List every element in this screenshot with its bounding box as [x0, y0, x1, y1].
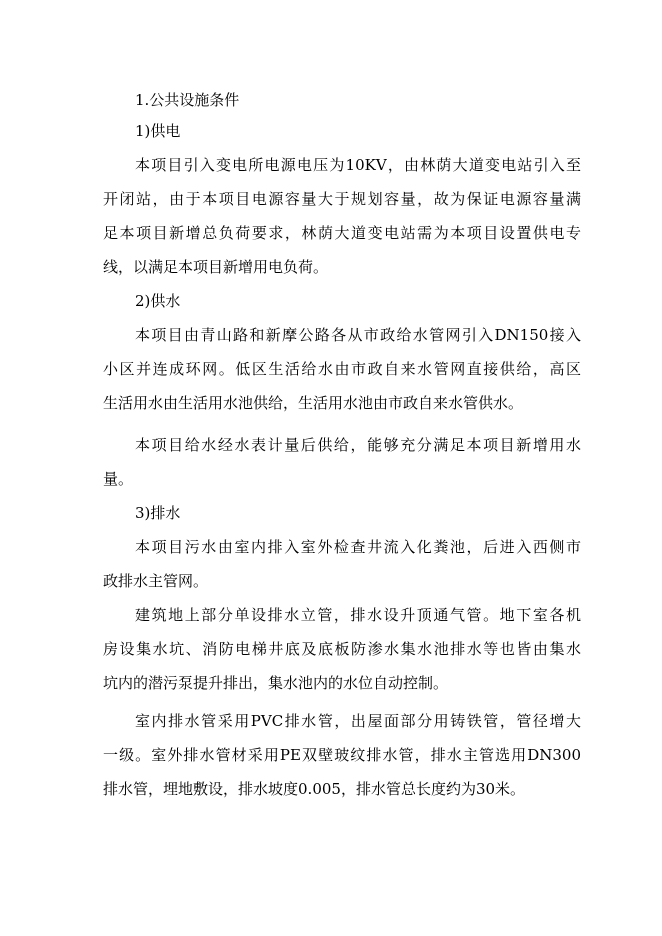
water-supply-heading-line [0, 286, 662, 316]
paragraph-line [0, 600, 662, 630]
paragraph-line [0, 774, 662, 804]
water-supply-heading: 2)供水 [135, 292, 181, 310]
drainage-p3-line-3: 排水管，埋地敷设，排水坡度0.005，排水管总长度约为30米。 [103, 780, 526, 798]
paragraph-line [0, 532, 662, 562]
drainage-p1-line-1: 本项目污水由室内排入室外检查井流入化粪池，后进入西侧市 [135, 538, 581, 556]
drainage-p2-line-2: 房设集水坑、消防电梯井底及底板防渗水集水池排水等也皆由集水 [103, 640, 581, 658]
paragraph-line [0, 388, 662, 418]
power-p1-line-4: 线，以满足本项目新增用电负荷。 [103, 258, 329, 276]
paragraph-line [0, 184, 662, 214]
water-supply-p1-line-1: 本项目由青山路和新摩公路各从市政给水管网引入DN150接入 [135, 326, 581, 344]
power-heading-line [0, 116, 662, 146]
section-title-line [0, 85, 662, 115]
paragraph-line [0, 320, 662, 350]
power-heading: 1)供电 [135, 122, 181, 140]
paragraph-line [0, 634, 662, 664]
paragraph-line [0, 150, 662, 180]
water-supply-p2-line-1: 本项目给水经水表计量后供给，能够充分满足本项目新增用水 [135, 436, 581, 454]
section-title: 1.公共设施条件 [135, 91, 240, 109]
drainage-p3-line-1: 室内排水管采用PVC排水管，出屋面部分用铸铁管，管径增大 [135, 712, 581, 730]
paragraph-line [0, 252, 662, 282]
paragraph-line [0, 706, 662, 736]
drainage-p1-line-2: 政排水主管网。 [103, 572, 209, 590]
drainage-heading-line [0, 498, 662, 528]
paragraph-line [0, 566, 662, 596]
water-supply-p1-line-3: 生活用水由生活用水池供给，生活用水池由市政自来水管供水。 [103, 394, 524, 412]
paragraph-line [0, 668, 662, 698]
paragraph-line [0, 218, 662, 248]
power-p1-line-3: 足本项目新增总负荷要求，林荫大道变电站需为本项目设置供电专 [103, 224, 581, 242]
drainage-p2-line-3: 坑内的潜污泵提升排出，集水池内的水位自动控制。 [103, 674, 449, 692]
paragraph-line [0, 464, 662, 494]
paragraph-line [0, 740, 662, 770]
paragraph-line [0, 354, 662, 384]
power-p1-line-1: 本项目引入变电所电源电压为10KV，由林荫大道变电站引入至 [135, 156, 581, 174]
drainage-p3-line-2: 一级。室外排水管材采用PE双壁玻纹排水管，排水主管选用DN300 [103, 746, 581, 764]
paragraph-line [0, 430, 662, 460]
drainage-heading: 3)排水 [135, 504, 181, 522]
water-supply-p2-line-2: 量。 [103, 470, 134, 488]
power-p1-line-2: 开闭站，由于本项目电源容量大于规划容量，故为保证电源容量满 [103, 190, 581, 208]
drainage-p2-line-1: 建筑地上部分单设排水立管，排水设升顶通气管。地下室各机 [135, 606, 581, 624]
water-supply-p1-line-2: 小区并连成环网。低区生活给水由市政自来水管网直接供给，高区 [103, 360, 581, 378]
